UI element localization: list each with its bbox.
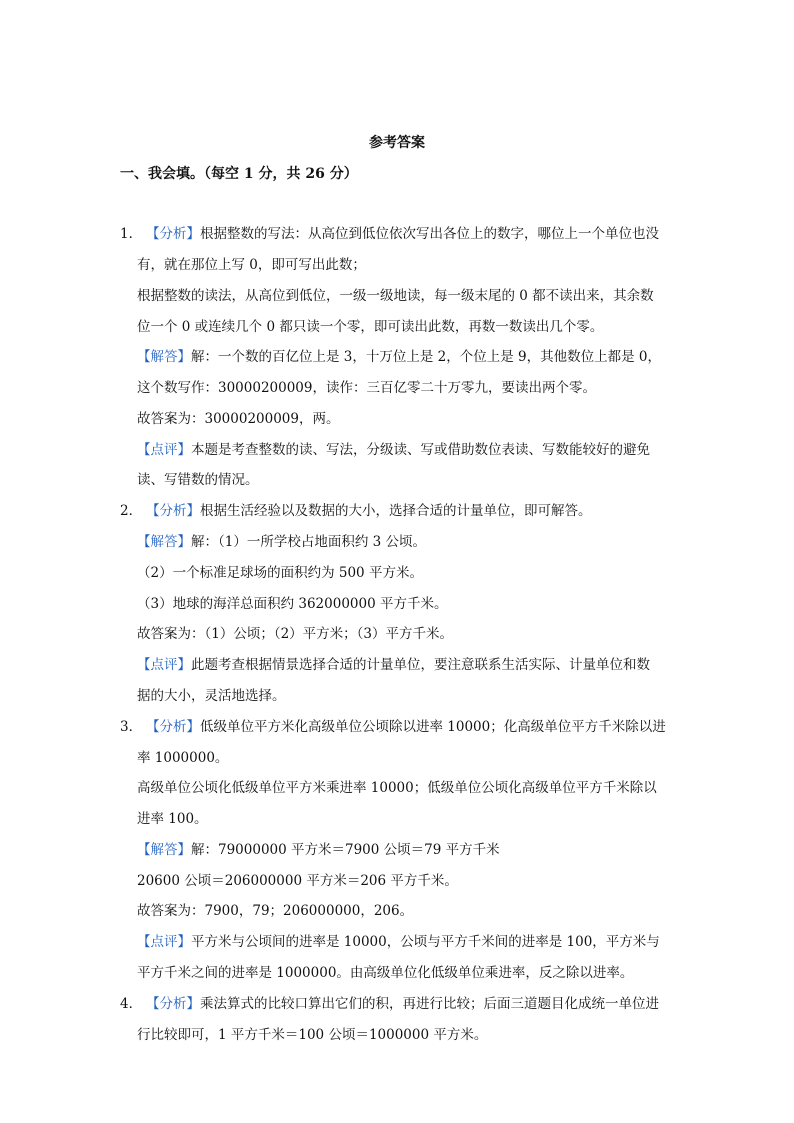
comment-tag: 【点评】 <box>137 657 191 673</box>
comment-tag: 【点评】 <box>137 442 191 458</box>
q3-comment-1: 平方米与公顷间的进率是 10000，公顷与平方千米间的进率是 100，平方米与 <box>191 934 660 950</box>
analysis-tag: 【分析】 <box>146 503 200 519</box>
q3-analysis-3: 高级单位公顷化低级单位平方米乘进率 10000；低级单位公顷化高级单位平方千米除以 <box>137 780 657 796</box>
q4-analysis-2: 行比较即可，1 平方千米＝100 公顷＝1000000 平方米。 <box>137 1027 488 1043</box>
q1-comment-1: 本题是考查整数的读、写法，分级读、写或借助数位表读、写数能较好的避免 <box>191 442 650 458</box>
q1-analysis-2: 有，就在那位上写 0，即可写出此数； <box>137 257 366 273</box>
answer-tag: 【解答】 <box>137 842 191 858</box>
q3-analysis-4: 进率 100。 <box>137 811 208 827</box>
q3-comment-2: 平方千米之间的进率是 1000000。由高级单位化低级单位乘进率，反之除以进率。 <box>137 965 634 981</box>
question-number: 3． <box>120 719 143 735</box>
q1-comment-line <box>137 438 650 462</box>
q2-answer-line <box>137 530 426 554</box>
q4-analysis-1: 乘法算式的比较口算出它们的积，再进行比较；后面三道题目化成统一单位进 <box>200 996 659 1012</box>
question-number: 4． <box>120 996 143 1012</box>
answer-tag: 【解答】 <box>137 534 191 550</box>
q1-answer-3: 故答案为：30000200009，两。 <box>137 411 340 427</box>
q2-comment-line <box>137 653 650 677</box>
question-number: 2． <box>120 503 143 519</box>
section-heading: 一、我会填。（每空 1 分，共 26 分） <box>120 166 358 182</box>
q1-analysis-3: 根据整数的读法，从高位到低位，一级一级地读，每一级末尾的 0 都不读出来，其余数 <box>137 288 654 304</box>
q1-comment-2: 读、写错数的情况。 <box>137 472 259 488</box>
q3-answer-1: 解：79000000 平方米＝7900 公顷＝79 平方千米 <box>191 842 500 858</box>
q3-analysis-line <box>120 715 666 739</box>
question-number: 1． <box>120 226 143 242</box>
comment-tag: 【点评】 <box>137 934 191 950</box>
q4-analysis-line <box>120 992 659 1016</box>
q3-analysis-2: 率 1000000。 <box>137 750 229 766</box>
q1-answer-1: 解：一个数的百亿位上是 3，十万位上是 2，个位上是 9，其他数位上都是 0， <box>191 349 662 365</box>
page-title: 参考答案 <box>369 135 425 151</box>
q2-answer-1: 解：（1）一所学校占地面积约 3 公顷。 <box>191 534 427 550</box>
q3-comment-line <box>137 930 660 954</box>
q2-analysis-1: 根据生活经验以及数据的大小，选择合适的计量单位，即可解答。 <box>200 503 592 519</box>
q3-analysis-1: 低级单位平方米化高级单位公顷除以进率 10000；化高级单位平方千米除以进 <box>200 719 666 735</box>
q2-answer-3: （3）地球的海洋总面积约 362000000 平方千米。 <box>137 596 448 612</box>
q2-analysis-line <box>120 499 592 523</box>
q3-answer-line <box>137 838 500 862</box>
analysis-tag: 【分析】 <box>146 996 200 1012</box>
q2-answer-2: （2）一个标准足球场的面积约为 500 平方米。 <box>137 565 423 581</box>
q1-analysis-4: 位一个 0 或连续几个 0 都只读一个零，即可读出此数，再数一数读出几个零。 <box>137 319 604 335</box>
analysis-tag: 【分析】 <box>146 226 200 242</box>
q1-analysis-1: 根据整数的写法：从高位到低位依次写出各位上的数字，哪位上一个单位也没 <box>200 226 659 242</box>
q1-analysis-line <box>120 222 659 246</box>
q3-answer-3: 故答案为：7900，79；206000000，206。 <box>137 903 414 919</box>
q2-comment-1: 此题考查根据情景选择合适的计量单位，要注意联系生活实际、计量单位和数 <box>191 657 650 673</box>
q1-answer-2: 这个数写作：30000200009，读作：三百亿零二十万零九，要读出两个零。 <box>137 380 596 396</box>
q1-answer-line <box>137 345 661 369</box>
analysis-tag: 【分析】 <box>146 719 200 735</box>
answer-tag: 【解答】 <box>137 349 191 365</box>
q2-answer-4: 故答案为：（1）公顷；（2）平方米；（3）平方千米。 <box>137 626 454 642</box>
q2-comment-2: 据的大小，灵活地选择。 <box>137 688 286 704</box>
q3-answer-2: 20600 公顷＝206000000 平方米＝206 平方千米。 <box>137 873 458 889</box>
